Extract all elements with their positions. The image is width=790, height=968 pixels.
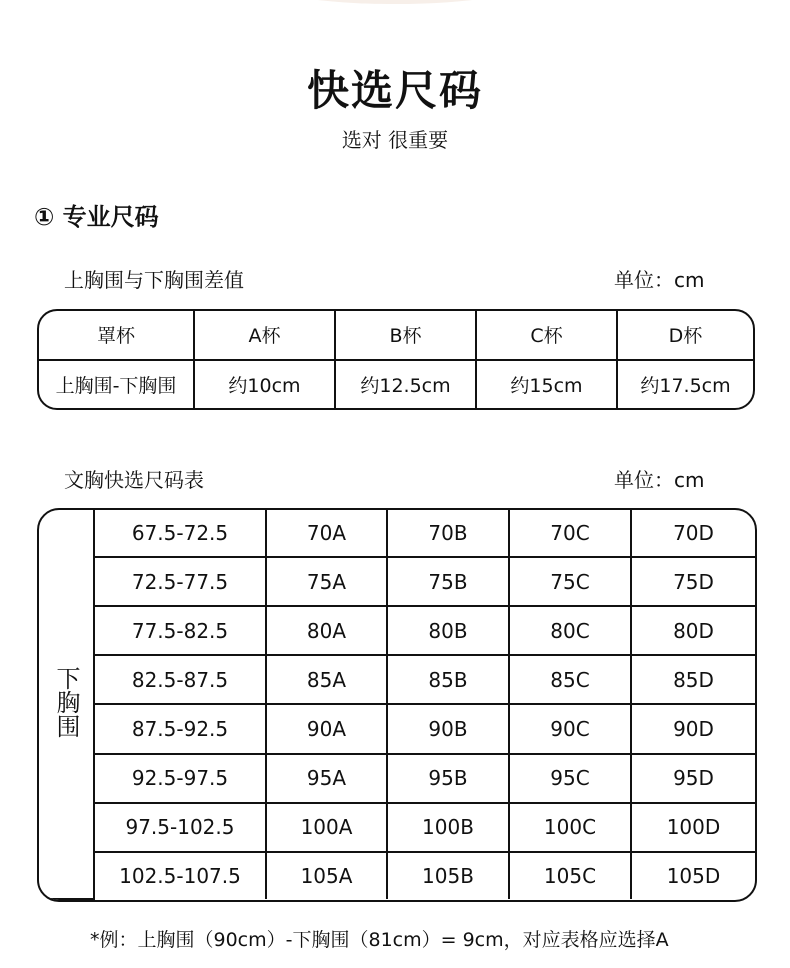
table-cell: 85D: [631, 655, 755, 704]
table-cell: 约17.5cm: [617, 360, 753, 409]
cup-difference-table: [37, 309, 755, 410]
table-cell: 105C: [509, 852, 631, 899]
table-row: [39, 852, 755, 899]
table-cell: 80A: [266, 606, 387, 655]
table-row: [39, 803, 755, 852]
table-cell: 95D: [631, 754, 755, 803]
example-footnote: *例：上胸围（90cm）-下胸围（81cm）= 9cm，对应表格应选择A: [90, 929, 669, 951]
table-cell: 97.5-102.5: [94, 803, 266, 852]
table-cell: 105D: [631, 852, 755, 899]
table-cell: 70A: [266, 510, 387, 557]
table-row: [39, 606, 755, 655]
table-cell: 约12.5cm: [335, 360, 476, 409]
table-cell: 77.5-82.5: [94, 606, 266, 655]
top-decoration: [260, 0, 530, 4]
table-cell: 72.5-77.5: [94, 557, 266, 606]
table-cell: 70D: [631, 510, 755, 557]
table-cell: 约15cm: [476, 360, 617, 409]
page-subtitle: 选对 很重要: [341, 128, 449, 152]
table-cell: 90D: [631, 704, 755, 753]
size-table-caption: 文胸快选尺码表: [64, 468, 204, 492]
table-cell: 80B: [387, 606, 509, 655]
table-cell: 105B: [387, 852, 509, 899]
table-cell: 85A: [266, 655, 387, 704]
table-cell: 100B: [387, 803, 509, 852]
table-cell: 100C: [509, 803, 631, 852]
underbust-label: 下胸围: [52, 665, 80, 738]
table-row: [39, 557, 755, 606]
table-cell: 90C: [509, 704, 631, 753]
underbust-label-cell: [39, 510, 94, 899]
cup-header-row: [39, 311, 753, 360]
table-cell: 罩杯: [39, 311, 194, 360]
section-title: ① 专业尺码: [34, 203, 159, 231]
table-row: [39, 704, 755, 753]
table-cell: B杯: [335, 311, 476, 360]
cup-table-unit: 单位：cm: [614, 268, 705, 292]
table-cell: 80C: [509, 606, 631, 655]
table-cell: 70C: [509, 510, 631, 557]
table-cell: 92.5-97.5: [94, 754, 266, 803]
table-cell: 100A: [266, 803, 387, 852]
table-cell: 85C: [509, 655, 631, 704]
table-cell: 95C: [509, 754, 631, 803]
table-cell: 102.5-107.5: [94, 852, 266, 899]
table-cell: 85B: [387, 655, 509, 704]
table-cell: D杯: [617, 311, 753, 360]
table-cell: 90B: [387, 704, 509, 753]
table-cell: 100D: [631, 803, 755, 852]
bra-size-table: [37, 508, 757, 902]
table-cell: 90A: [266, 704, 387, 753]
table-cell: 上胸围-下胸围: [39, 360, 194, 409]
table-cell: 80D: [631, 606, 755, 655]
cup-value-row: [39, 360, 753, 409]
table-cell: 67.5-72.5: [94, 510, 266, 557]
table-cell: 75A: [266, 557, 387, 606]
table-cell: 87.5-92.5: [94, 704, 266, 753]
table-cell: A杯: [194, 311, 335, 360]
table-cell: 75B: [387, 557, 509, 606]
table-cell: 95A: [266, 754, 387, 803]
cup-table-caption: 上胸围与下胸围差值: [64, 268, 244, 292]
table-cell: 75D: [631, 557, 755, 606]
size-table-unit: 单位：cm: [614, 468, 705, 492]
table-cell: 75C: [509, 557, 631, 606]
page-title: 快选尺码: [306, 66, 483, 115]
table-cell: 82.5-87.5: [94, 655, 266, 704]
table-row: [39, 655, 755, 704]
table-row: [39, 510, 755, 557]
table-cell: C杯: [476, 311, 617, 360]
table-cell: 约10cm: [194, 360, 335, 409]
table-cell: 95B: [387, 754, 509, 803]
table-row: [39, 754, 755, 803]
table-cell: 105A: [266, 852, 387, 899]
table-cell: 70B: [387, 510, 509, 557]
